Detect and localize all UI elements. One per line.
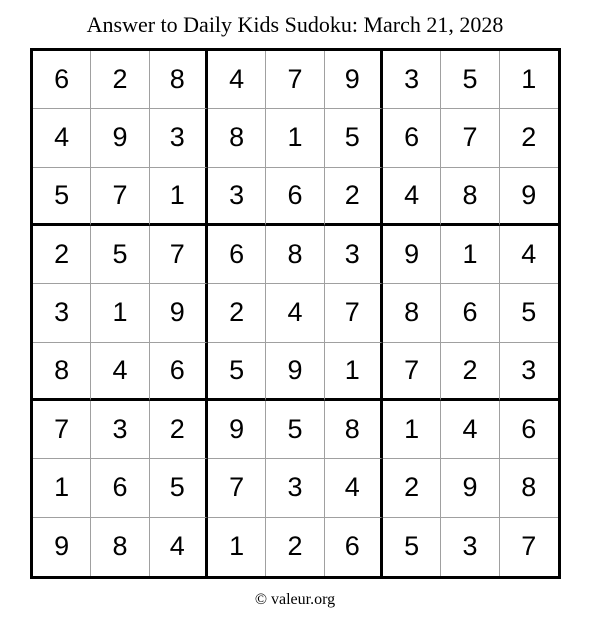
sudoku-cell: 5 (91, 226, 149, 284)
sudoku-cell: 9 (33, 518, 91, 576)
sudoku-cell: 4 (383, 168, 441, 226)
sudoku-cell: 8 (325, 401, 383, 459)
sudoku-cell: 7 (91, 168, 149, 226)
sudoku-cell: 4 (150, 518, 208, 576)
sudoku-cell: 3 (441, 518, 499, 576)
sudoku-cell: 8 (383, 284, 441, 342)
sudoku-cell: 7 (325, 284, 383, 342)
sudoku-cell: 6 (91, 459, 149, 517)
sudoku-cell: 6 (266, 168, 324, 226)
sudoku-cell: 3 (325, 226, 383, 284)
sudoku-cell: 4 (91, 343, 149, 401)
sudoku-cell: 6 (500, 401, 558, 459)
sudoku-cell: 3 (266, 459, 324, 517)
sudoku-cell: 2 (33, 226, 91, 284)
sudoku-cell: 7 (383, 343, 441, 401)
sudoku-grid (30, 48, 561, 579)
sudoku-cell: 1 (383, 401, 441, 459)
sudoku-cell: 4 (441, 401, 499, 459)
sudoku-cell: 9 (441, 459, 499, 517)
sudoku-cell: 2 (208, 284, 266, 342)
sudoku-cell: 8 (208, 109, 266, 167)
puzzle-title: Answer to Daily Kids Sudoku: March 21, 2028 (86, 12, 504, 37)
sudoku-cell: 2 (441, 343, 499, 401)
sudoku-cell: 9 (325, 51, 383, 109)
sudoku-cell: 3 (383, 51, 441, 109)
sudoku-cell: 8 (33, 343, 91, 401)
sudoku-cell: 2 (91, 51, 149, 109)
sudoku-cell: 6 (383, 109, 441, 167)
sudoku-cell: 5 (441, 51, 499, 109)
sudoku-cell: 4 (500, 226, 558, 284)
sudoku-cell: 7 (521, 531, 537, 562)
sudoku-cell: 4 (33, 109, 91, 167)
sudoku-cell: 2 (383, 459, 441, 517)
sudoku-cell: 4 (208, 51, 266, 109)
sudoku-cell: 1 (150, 168, 208, 226)
sudoku-cell: 5 (33, 168, 91, 226)
sudoku-cell: 3 (500, 343, 558, 401)
sudoku-cell: 5 (208, 343, 266, 401)
sudoku-cell: 7 (266, 51, 324, 109)
sudoku-cell: 5 (383, 518, 441, 576)
sudoku-cell: 9 (383, 226, 441, 284)
sudoku-cell: 2 (150, 401, 208, 459)
sudoku-cell: 3 (91, 401, 149, 459)
sudoku-cell: 8 (150, 51, 208, 109)
sudoku-cell: 4 (266, 284, 324, 342)
sudoku-cell: 6 (325, 518, 383, 576)
sudoku-cell: 1 (208, 518, 266, 576)
sudoku-cell: 1 (500, 51, 558, 109)
sudoku-cell: 8 (441, 168, 499, 226)
sudoku-cell: 9 (150, 284, 208, 342)
sudoku-cell: 6 (208, 226, 266, 284)
sudoku-cell: 6 (150, 343, 208, 401)
sudoku-cell: 8 (266, 226, 324, 284)
sudoku-cell: 3 (208, 168, 266, 226)
sudoku-cell: 7 (208, 459, 266, 517)
sudoku-cell: 7 (150, 226, 208, 284)
sudoku-cell: 1 (325, 343, 383, 401)
sudoku-cell: 1 (91, 284, 149, 342)
sudoku-cell: 5 (150, 459, 208, 517)
sudoku-cell: 8 (500, 459, 558, 517)
sudoku-cell: 9 (208, 401, 266, 459)
copyright-footer: © valeur.org (254, 591, 336, 608)
sudoku-cell: 7 (33, 401, 91, 459)
sudoku-cell: 7 (441, 109, 499, 167)
sudoku-cell: 1 (441, 226, 499, 284)
sudoku-cell: 3 (150, 109, 208, 167)
sudoku-cell: 9 (266, 343, 324, 401)
sudoku-cell: 9 (91, 109, 149, 167)
sudoku-cell: 8 (91, 518, 149, 576)
sudoku-cell: 3 (33, 284, 91, 342)
sudoku-cell: 1 (33, 459, 91, 517)
sudoku-cell: 6 (441, 284, 499, 342)
sudoku-cell: 5 (325, 109, 383, 167)
sudoku-cell: 1 (266, 109, 324, 167)
sudoku-cell: 9 (500, 168, 558, 226)
sudoku-cell: 2 (500, 109, 558, 167)
sudoku-cell: 2 (266, 518, 324, 576)
sudoku-cell: 5 (266, 401, 324, 459)
sudoku-cell: 2 (325, 168, 383, 226)
sudoku-cell: 6 (33, 51, 91, 109)
sudoku-cell: 5 (500, 284, 558, 342)
sudoku-cell: 4 (325, 459, 383, 517)
